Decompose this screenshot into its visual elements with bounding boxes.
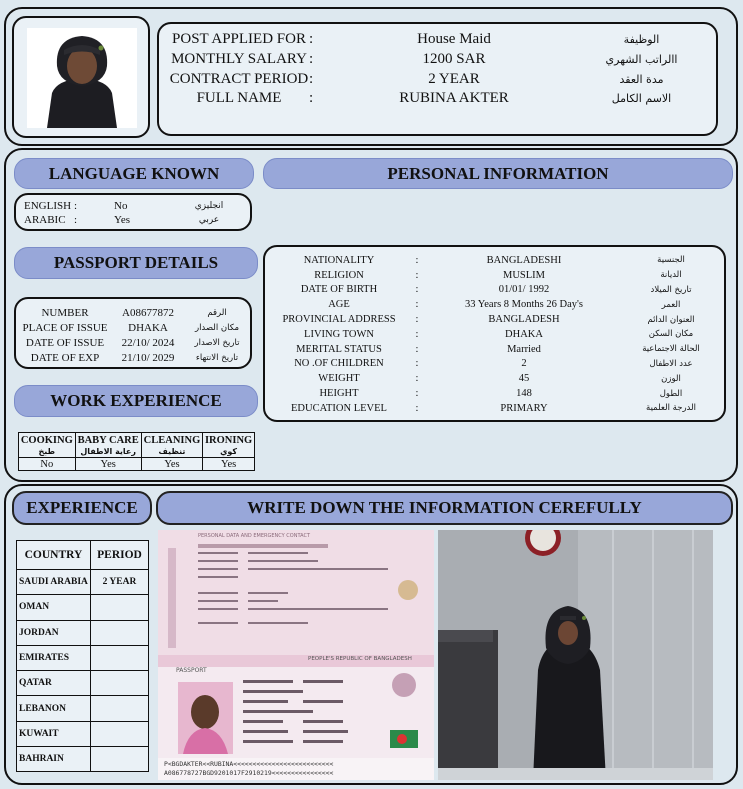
personal-row [271, 268, 721, 283]
work-value-cell: Yes [141, 458, 202, 471]
colon: : [415, 343, 419, 355]
personal-value: 45 [518, 373, 530, 385]
passport-scan-label: PASSPORT [176, 667, 207, 674]
header-field-label: MONTHLY SALARY [171, 51, 307, 68]
personal-row [271, 283, 721, 298]
work-title: WORK EXPERIENCE [14, 385, 258, 417]
personal-arabic: العمر [661, 299, 681, 310]
passport-arabic: تاريخ الانتهاء [195, 352, 239, 363]
language-value: No [114, 200, 128, 212]
personal-arabic: الحالة الاجتماعية [642, 344, 700, 355]
experience-header-cell: PERIOD [91, 541, 149, 570]
experience-country: BAHRAIN [17, 747, 91, 772]
personal-value: PRIMARY [500, 402, 548, 414]
personal-label: RELIGION [314, 269, 364, 281]
colon: : [309, 70, 314, 87]
personal-label: EDUCATION LEVEL [291, 402, 387, 414]
personal-row [271, 371, 721, 386]
colon: : [415, 358, 419, 370]
experience-header-cell: COUNTRY [17, 541, 91, 570]
personal-row [271, 312, 721, 327]
personal-arabic: الطول [659, 388, 683, 399]
experience-period [91, 620, 149, 645]
passport-row [20, 305, 248, 320]
personal-row [271, 357, 721, 372]
colon: : [309, 90, 314, 107]
header-panel [4, 7, 738, 146]
experience-country: OMAN [17, 595, 91, 620]
passport-label: DATE OF ISSUE [25, 336, 105, 349]
experience-period [91, 671, 149, 696]
language-row [24, 213, 244, 227]
work-table [18, 432, 255, 471]
personal-arabic: الجنسية [657, 255, 685, 266]
colon: : [74, 214, 78, 226]
passport-mrz-line-1: P<BGDAKTER<<RUBINA<<<<<<<<<<<<<<<<<<<<<<<<<< [164, 760, 334, 768]
personal-arabic: عدد الاطفال [649, 358, 693, 369]
personal-arabic: الديانة [660, 270, 682, 281]
colon: : [415, 254, 419, 266]
experience-country: KUWAIT [17, 721, 91, 746]
experience-header-row [17, 541, 149, 570]
passport-value: 21/10/ 2029 [121, 351, 175, 364]
personal-row [271, 342, 721, 357]
profile-photo-frame [12, 16, 150, 138]
personal-label: DATE OF BIRTH [300, 284, 378, 296]
personal-value: 33 Years 8 Months 26 Day's [465, 299, 583, 311]
work-skill-ar: كوي [220, 447, 238, 456]
colon: : [309, 51, 314, 68]
header-field-value: 1200 SAR [422, 51, 486, 68]
work-header-cell [75, 433, 141, 458]
header-field-value: 2 YEAR [428, 70, 480, 87]
experience-period [91, 721, 149, 746]
passport-scan [158, 530, 434, 780]
work-header-row [19, 433, 255, 458]
header-row [169, 50, 714, 70]
passport-arabic: مكان الصدار [194, 322, 240, 333]
work-header-cell [203, 433, 255, 458]
passport-arabic: تاريخ الاصدار [194, 337, 240, 348]
passport-title: PASSPORT DETAILS [14, 247, 258, 279]
passport-label: NUMBER [41, 306, 89, 319]
colon: : [415, 299, 419, 311]
passport-value: A08677872 [122, 306, 174, 319]
header-field-arabic: االراتب الشهري [605, 53, 678, 67]
profile-photo [27, 28, 137, 128]
work-skill-ar: تنظيف [158, 447, 186, 456]
personal-row [271, 327, 721, 342]
experience-period: 2 YEAR [91, 570, 149, 595]
experience-row [17, 671, 149, 696]
language-value: Yes [114, 214, 131, 226]
passport-label: DATE OF EXP [30, 351, 100, 364]
header-info-box [157, 22, 718, 136]
passport-row [20, 335, 248, 350]
experience-country: EMIRATES [17, 645, 91, 670]
experience-country: JORDAN [17, 620, 91, 645]
header-field-label: POST APPLIED FOR [172, 31, 306, 48]
language-label: ENGLISH [24, 200, 72, 212]
header-field-label: CONTRACT PERIOD [169, 70, 309, 87]
passport-arabic: الرقم [207, 307, 227, 318]
personal-arabic: العنوان الدائم [647, 314, 695, 325]
colon: : [415, 373, 419, 385]
experience-period [91, 696, 149, 721]
full-body-photo-art [438, 530, 713, 780]
passport-mrz-line-2: A086778727BGD9201017F2910219<<<<<<<<<<<<<<<< [164, 769, 334, 777]
experience-row [17, 620, 149, 645]
header-field-arabic: الاسم الكامل [611, 92, 672, 106]
personal-arabic: تاريخ الميلاد [650, 284, 692, 295]
personal-value: BANGLADESHI [486, 254, 562, 266]
work-skill-ar: طبخ [38, 447, 56, 456]
work-skill-en: IRONING [204, 435, 253, 446]
personal-row [271, 297, 721, 312]
personal-label: AGE [328, 299, 350, 311]
personal-value: 01/01/ 1992 [498, 284, 550, 296]
work-value-cell: No [19, 458, 76, 471]
personal-row [271, 386, 721, 401]
personal-label: MERITAL STATUS [296, 343, 382, 355]
experience-row [17, 595, 149, 620]
experience-table [16, 540, 149, 772]
personal-value: MUSLIM [502, 269, 545, 281]
personal-arabic: الوزن [661, 373, 681, 384]
header-field-label: FULL NAME [196, 90, 282, 107]
language-row [24, 199, 244, 213]
passport-scan-country: PEOPLE'S REPUBLIC OF BANGLADESH [308, 656, 412, 662]
experience-period [91, 747, 149, 772]
personal-label: PROVINCIAL ADDRESS [282, 314, 396, 326]
personal-label: HEIGHT [319, 388, 359, 400]
passport-label: PLACE OF ISSUE [22, 321, 108, 334]
personal-box [263, 245, 726, 422]
full-body-photo [438, 530, 713, 780]
work-skill-en: COOKING [20, 435, 73, 446]
personal-arabic: مكان السكن [648, 329, 694, 340]
personal-label: LIVING TOWN [304, 328, 374, 340]
personal-value: Married [507, 343, 541, 355]
header-row [169, 69, 714, 89]
colon: : [415, 284, 419, 296]
passport-box [14, 297, 252, 369]
personal-row [271, 253, 721, 268]
experience-row [17, 747, 149, 772]
experience-row [17, 721, 149, 746]
personal-value: BANGLADESH [488, 314, 560, 326]
passport-value: 22/10/ 2024 [121, 336, 175, 349]
colon: : [415, 402, 419, 414]
experience-country: QATAR [17, 671, 91, 696]
work-value-cell: Yes [203, 458, 255, 471]
colon: : [415, 269, 419, 281]
personal-row [271, 401, 721, 416]
personal-arabic: الدرجة العلمية [646, 403, 696, 414]
colon: : [415, 314, 419, 326]
work-skill-ar: رعاية الاطفال [80, 447, 136, 456]
experience-title: EXPERIENCE [12, 491, 152, 525]
bottom-panel [4, 484, 738, 785]
language-title: LANGUAGE KNOWN [14, 158, 254, 189]
work-value-row [19, 458, 255, 471]
experience-row [17, 645, 149, 670]
language-arabic: انجليزي [194, 201, 224, 211]
header-row [169, 30, 714, 50]
experience-period [91, 645, 149, 670]
passport-row [20, 350, 248, 365]
experience-period [91, 595, 149, 620]
header-field-arabic: مدة العقد [619, 72, 664, 86]
experience-country: SAUDI ARABIA [17, 570, 91, 595]
personal-title: PERSONAL INFORMATION [263, 158, 733, 189]
personal-value: 2 [521, 358, 527, 370]
experience-country: LEBANON [17, 696, 91, 721]
language-box [14, 193, 252, 231]
language-label: ARABIC [24, 214, 66, 226]
work-header-cell [19, 433, 76, 458]
personal-label: WEIGHT [318, 373, 360, 385]
experience-row [17, 570, 149, 595]
language-arabic: عربي [198, 215, 220, 225]
colon: : [74, 200, 78, 212]
colon: : [415, 388, 419, 400]
header-row [169, 89, 714, 109]
colon: : [309, 31, 314, 48]
notice-title: WRITE DOWN THE INFORMATION CEREFULLY [156, 491, 733, 525]
header-field-arabic: الوظيفة [623, 33, 660, 47]
work-header-cell [141, 433, 202, 458]
header-field-value: RUBINA AKTER [399, 90, 509, 107]
personal-label: NO .OF CHILDREN [294, 358, 384, 370]
passport-scan-heading: PERSONAL DATA AND EMERGENCY CONTACT [198, 533, 311, 539]
passport-scan-art [158, 530, 434, 780]
experience-row [17, 696, 149, 721]
personal-value: 148 [516, 388, 532, 400]
personal-value: DHAKA [505, 328, 543, 340]
passport-value: DHAKA [128, 321, 168, 334]
work-skill-en: CLEANING [143, 435, 201, 446]
work-value-cell: Yes [75, 458, 141, 471]
middle-panel [4, 148, 738, 482]
passport-row [20, 320, 248, 335]
personal-label: NATIONALITY [303, 254, 375, 266]
header-field-value: House Maid [417, 31, 491, 48]
colon: : [415, 328, 419, 340]
work-skill-en: BABY CARE [77, 435, 139, 446]
